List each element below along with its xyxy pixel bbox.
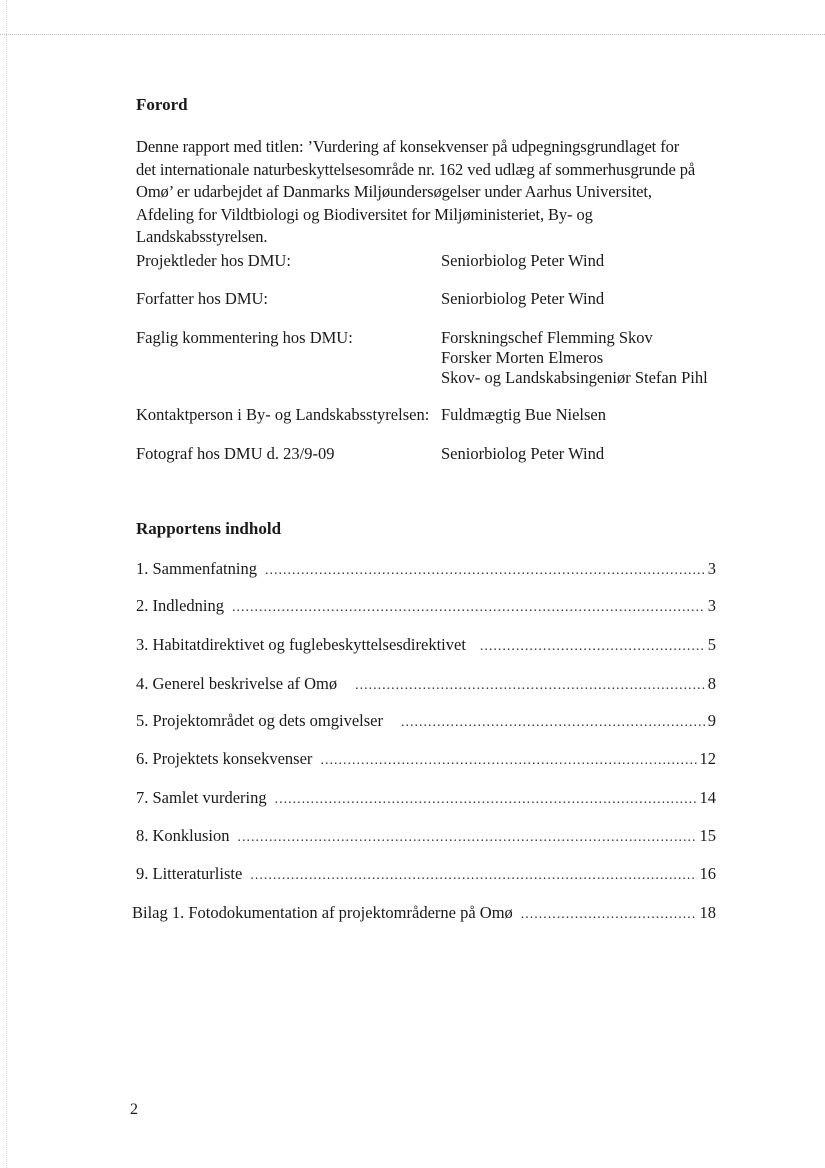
toc-entry-title: 9. Litteraturliste [136,864,243,883]
toc-dot-leader [265,561,705,581]
toc-dot-leader [521,905,697,925]
credit-role: Projektleder hos DMU: [136,251,291,270]
preface-heading: Forord [136,95,188,114]
credit-role: Faglig kommentering hos DMU: [136,328,353,347]
toc-dot-leader [401,713,705,733]
preface-line: Denne rapport med titlen: ’Vurdering af konsekvenser på udpegningsgrundlaget for [136,137,680,156]
credit-name: Fuldmægtig Bue Nielsen [441,405,606,424]
toc-entry-page: 9 [707,711,716,730]
preface-line: det internationale naturbeskyttelsesområde nr. 162 ved udlæg af sommerhusgrunde på [136,159,696,179]
preface-line: Afdeling for Vildtbiologi og Biodiversitet for Miljøministeriet, By- og [136,204,593,224]
preface-line: Omø’ er udarbejdet af Danmarks Miljøundersøgelser under Aarhus Universitet, [136,182,652,201]
toc-entry-page: 3 [707,596,716,615]
toc-dot-leader [320,751,696,771]
toc-entry-title: 5. Projektområdet og dets omgivelser [136,711,383,730]
toc-entry-page: 8 [707,674,716,693]
toc-entry [136,674,716,694]
credit-name: Forsker Morten Elmeros [441,348,604,367]
credit-name: Seniorbiolog Peter Wind [441,251,605,270]
toc-entry-page: 5 [707,635,716,654]
toc-dot-leader [238,828,697,848]
toc-entry-page: 12 [699,749,716,768]
toc-entry-title: 6. Projektets konsekvenser [136,749,313,768]
toc-entry-title: 1. Sammenfatning [136,559,257,578]
credit-name: Seniorbiolog Peter Wind [441,289,605,308]
toc-entry-page: 3 [707,559,716,578]
credit-role: Kontaktperson i By- og Landskabsstyrelsen: [136,405,430,424]
toc-entry [136,559,716,579]
toc-dot-leader [275,790,697,810]
toc-dot-leader [232,598,705,618]
toc-entry [136,711,716,731]
toc-entry-page: 14 [699,788,716,807]
toc-entry-title: 3. Habitatdirektivet og fuglebeskyttelsesdirektivet [136,635,466,654]
toc-entry-title: 4. Generel beskrivelse af Omø [136,674,338,693]
toc-entry [132,903,716,923]
toc-entry-page: 18 [699,903,716,922]
preface-paragraph [136,136,716,249]
toc-heading: Rapportens indhold [136,519,282,538]
toc-entry [136,826,716,846]
credit-name: Forskningschef Flemming Skov [441,328,653,347]
toc-entry-page: 15 [699,826,716,845]
preface-line: Landskabsstyrelsen. [136,227,268,246]
toc-entry [136,788,716,808]
toc-entry [136,596,716,616]
scan-edge-left [6,0,7,1168]
scan-edge-top [0,34,825,35]
credit-name: Skov- og Landskabsingeniør Stefan Pihl [441,368,708,387]
credit-role: Fotograf hos DMU d. 23/9-09 [136,444,335,463]
credit-role: Forfatter hos DMU: [136,289,268,308]
credit-name: Seniorbiolog Peter Wind [441,444,605,463]
toc-dot-leader [250,866,696,886]
page-number: 2 [130,1101,138,1118]
toc-dot-leader [355,676,705,696]
toc-entry-title: 7. Samlet vurdering [136,788,267,807]
toc-entry-title: 8. Konklusion [136,826,230,845]
toc-entry-title: 2. Indledning [136,596,224,615]
toc-dot-leader [480,637,705,657]
toc-entry [136,749,716,769]
toc-entry [136,635,716,655]
toc-entry-page: 16 [699,864,716,883]
toc-entry [136,864,716,884]
toc-entry-title: Bilag 1. Fotodokumentation af projektområderne på Omø [132,903,513,922]
